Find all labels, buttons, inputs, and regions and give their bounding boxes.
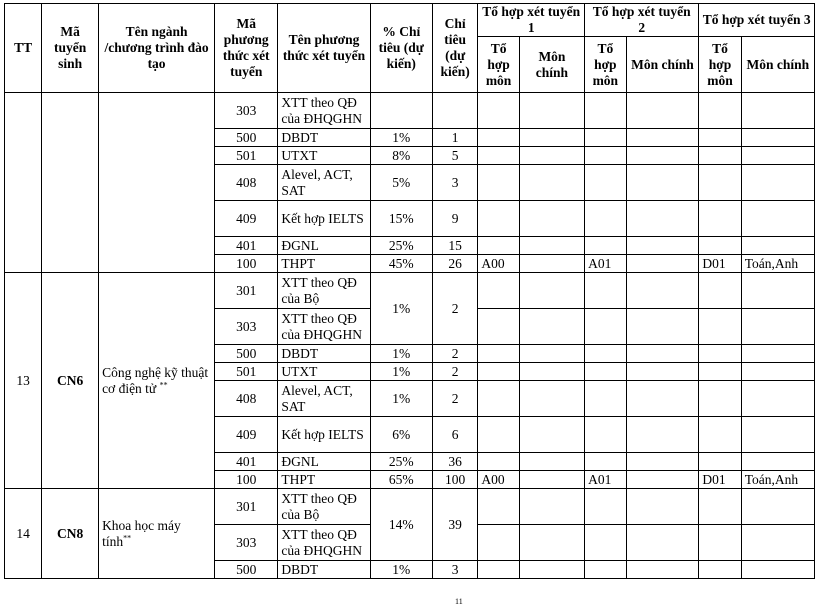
pct-cell: 5% — [370, 165, 432, 201]
col-to-hop-1-header: Tổ hợp xét tuyển 1 — [478, 4, 585, 37]
program-code-cell: CN8 — [42, 489, 99, 579]
ten-pt-cell: UTXT — [278, 363, 370, 381]
program-code-cell: CN6 — [42, 273, 99, 489]
pct-cell: 8% — [370, 147, 432, 165]
program-name: Công nghệ kỹ thuật cơ điện tử — [102, 364, 209, 396]
ma-pt-cell: 501 — [215, 147, 278, 165]
table-row — [5, 273, 815, 309]
pct-cell: 14% — [370, 489, 432, 561]
to-hop-mon-1-cell: A00 — [478, 471, 519, 489]
pct-cell: 65% — [370, 471, 432, 489]
ma-pt-cell: 301 — [215, 489, 278, 525]
col-ma-tuyen-sinh-header: Mã tuyển sinh — [42, 4, 99, 93]
pct-cell: 45% — [370, 255, 432, 273]
to-hop-mon-3-cell: D01 — [699, 255, 741, 273]
mon-chinh-3-cell: Toán,Anh — [741, 255, 814, 273]
ten-pt-cell: Alevel, ACT, SAT — [278, 381, 370, 417]
ten-pt-cell: DBDT — [278, 129, 370, 147]
ma-pt-cell: 500 — [215, 345, 278, 363]
to-hop-mon-2-header: Tổ hợp môn — [585, 37, 626, 93]
ten-pt-cell: XTT theo QĐ của Bộ — [278, 489, 370, 525]
chi-tieu-cell: 2 — [432, 273, 477, 345]
pct-cell: 1% — [370, 381, 432, 417]
ma-pt-cell: 303 — [215, 309, 278, 345]
ten-pt-cell: XTT theo QĐ của ĐHQGHN — [278, 93, 370, 129]
ten-pt-cell: XTT theo QĐ của ĐHQGHN — [278, 525, 370, 561]
ma-pt-cell: 401 — [215, 237, 278, 255]
ten-nganh-cell — [99, 93, 215, 273]
ma-tuyen-sinh-cell — [42, 93, 99, 273]
pct-cell: 25% — [370, 237, 432, 255]
chi-tieu-cell: 39 — [432, 489, 477, 561]
chi-tieu-cell: 2 — [432, 345, 477, 363]
chi-tieu-cell: 5 — [432, 147, 477, 165]
to-hop-mon-2-cell: A01 — [585, 471, 626, 489]
tt-cell: 13 — [5, 273, 42, 489]
program-name-cell — [99, 489, 215, 579]
ma-pt-cell: 501 — [215, 363, 278, 381]
col-ten-phuong-thuc-header: Tên phương thức xét tuyển — [278, 4, 370, 93]
ma-pt-cell: 100 — [215, 255, 278, 273]
chi-tieu-cell: 1 — [432, 129, 477, 147]
chi-tieu-cell: 3 — [432, 561, 477, 579]
mon-chinh-3-cell: Toán,Anh — [741, 471, 814, 489]
pct-cell: 6% — [370, 417, 432, 453]
pct-cell: 1% — [370, 345, 432, 363]
ma-pt-cell: 301 — [215, 273, 278, 309]
table-row — [5, 93, 815, 129]
chi-tieu-cell: 3 — [432, 165, 477, 201]
ten-pt-cell: THPT — [278, 255, 370, 273]
ten-pt-cell: UTXT — [278, 147, 370, 165]
col-chi-tieu-header: Chỉ tiêu (dự kiến) — [432, 4, 477, 93]
ten-pt-cell: DBDT — [278, 561, 370, 579]
mon-chinh-2-header: Môn chính — [626, 37, 699, 93]
to-hop-mon-3-cell: D01 — [699, 471, 741, 489]
ma-pt-cell: 409 — [215, 417, 278, 453]
chi-tieu-cell: 100 — [432, 471, 477, 489]
program-name-cell — [99, 273, 215, 489]
col-tt-header: TT — [5, 4, 42, 93]
ma-pt-cell: 500 — [215, 129, 278, 147]
ten-pt-cell: Alevel, ACT, SAT — [278, 165, 370, 201]
chi-tieu-cell: 36 — [432, 453, 477, 471]
ten-pt-cell: DBDT — [278, 345, 370, 363]
ma-pt-cell: 408 — [215, 381, 278, 417]
col-to-hop-2-header: Tổ hợp xét tuyển 2 — [585, 4, 699, 37]
to-hop-mon-1-header: Tổ hợp môn — [478, 37, 519, 93]
col-ten-nganh-header: Tên ngành /chương trình đào tạo — [99, 4, 215, 93]
col-to-hop-3-header: Tổ hợp xét tuyển 3 — [699, 4, 815, 37]
ma-pt-cell: 303 — [215, 93, 278, 129]
chi-tieu-cell: 9 — [432, 201, 477, 237]
to-hop-mon-3-header: Tổ hợp môn — [699, 37, 741, 93]
tt-cell: 14 — [5, 489, 42, 579]
ten-pt-cell: Kết hợp IELTS — [278, 417, 370, 453]
program-mark: ** — [123, 533, 132, 542]
table-row — [5, 489, 815, 525]
ma-pt-cell: 408 — [215, 165, 278, 201]
admissions-table — [4, 3, 815, 579]
ten-pt-cell: XTT theo QĐ của ĐHQGHN — [278, 309, 370, 345]
ma-pt-cell: 500 — [215, 561, 278, 579]
chi-tieu-cell: 2 — [432, 363, 477, 381]
ma-pt-cell: 409 — [215, 201, 278, 237]
ten-pt-cell: THPT — [278, 471, 370, 489]
to-hop-mon-2-cell: A01 — [585, 255, 626, 273]
pct-cell: 15% — [370, 201, 432, 237]
tt-cell — [5, 93, 42, 273]
ten-pt-cell: XTT theo QĐ của Bộ — [278, 273, 370, 309]
ma-pt-cell: 100 — [215, 471, 278, 489]
col-pct-chi-tieu-header: % Chỉ tiêu (dự kiến) — [370, 4, 432, 93]
ma-pt-cell: 401 — [215, 453, 278, 471]
ma-pt-cell: 303 — [215, 525, 278, 561]
chi-tieu-cell: 6 — [432, 417, 477, 453]
ten-pt-cell: ĐGNL — [278, 237, 370, 255]
pct-cell: 25% — [370, 453, 432, 471]
pct-cell: 1% — [370, 273, 432, 345]
program-name: Khoa học máy tính — [102, 517, 181, 549]
page-number: 11 — [455, 597, 463, 606]
program-mark: ** — [159, 380, 168, 389]
col-ma-phuong-thuc-header: Mã phương thức xét tuyển — [215, 4, 278, 93]
pct-cell: 1% — [370, 129, 432, 147]
chi-tieu-cell: 26 — [432, 255, 477, 273]
mon-chinh-1-header: Môn chính — [519, 37, 584, 93]
chi-tieu-cell: 2 — [432, 381, 477, 417]
chi-tieu-cell — [432, 93, 477, 129]
to-hop-mon-1-cell: A00 — [478, 255, 519, 273]
pct-cell: 1% — [370, 561, 432, 579]
pct-cell: 1% — [370, 363, 432, 381]
ten-pt-cell: Kết hợp IELTS — [278, 201, 370, 237]
chi-tieu-cell: 15 — [432, 237, 477, 255]
pct-cell — [370, 93, 432, 129]
mon-chinh-3-header: Môn chính — [741, 37, 814, 93]
ten-pt-cell: ĐGNL — [278, 453, 370, 471]
